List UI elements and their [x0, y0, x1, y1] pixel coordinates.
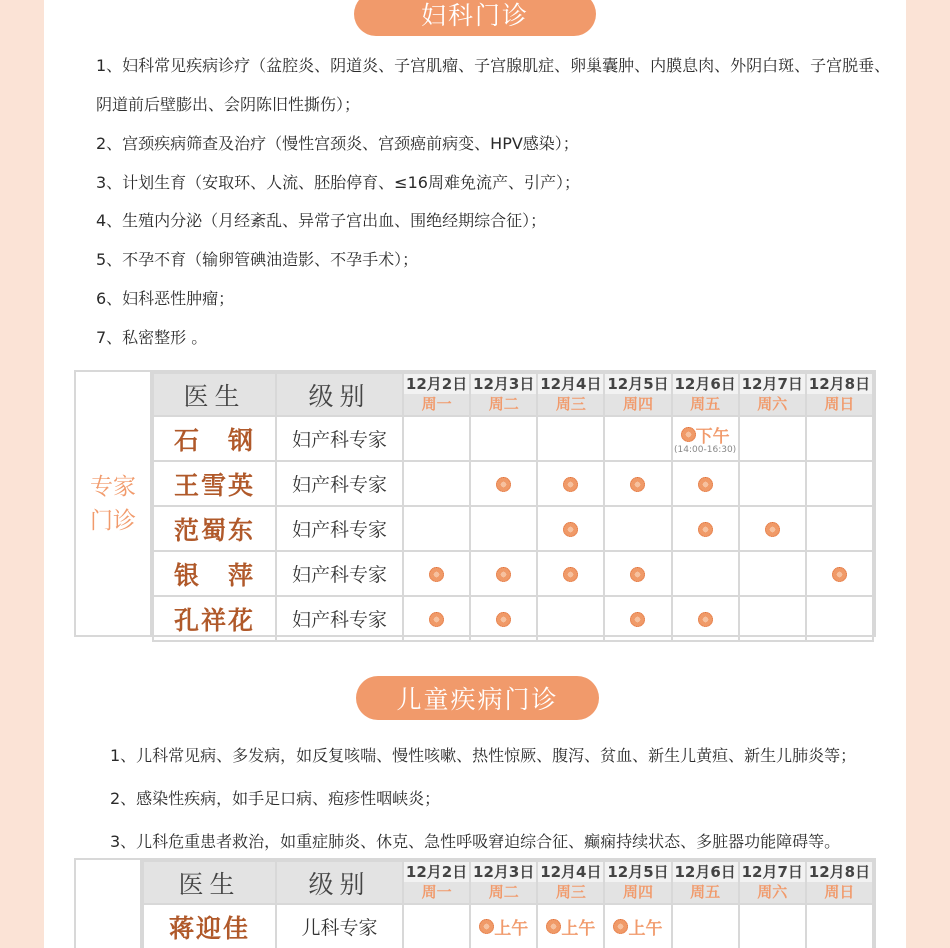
schedule-cell	[403, 904, 470, 948]
peds-section-title: 儿童疾病门诊	[356, 676, 599, 720]
schedule-cell	[672, 551, 739, 596]
weekday-label: 周四	[605, 394, 670, 415]
schedule-cell	[604, 904, 671, 948]
schedule-cell	[806, 551, 873, 596]
clinic-dot-icon	[563, 522, 578, 537]
schedule-cell	[470, 904, 537, 948]
schedule-cell	[403, 506, 470, 551]
peds-schedule-grid	[142, 860, 874, 948]
level-header: 级别	[276, 373, 403, 416]
gyn-item: 阴道前后壁膨出、会阴陈旧性撕伤）；	[96, 95, 361, 114]
weekday-label: 周六	[740, 882, 805, 903]
schedule-card	[44, 0, 906, 948]
gyn-item: 5、不孕不育（输卵管碘油造影、不孕手术）；	[96, 250, 419, 269]
session-label: 上午	[628, 919, 663, 939]
schedule-cell	[537, 461, 604, 506]
clinic-dot-icon	[698, 612, 713, 627]
doctor-level: 妇产科专家	[276, 461, 403, 506]
schedule-cell	[403, 596, 470, 641]
gyn-schedule-grid	[152, 372, 874, 642]
clinic-dot-icon	[496, 612, 511, 627]
clinic-dot-icon	[546, 919, 561, 934]
doctor-name: 石 钢	[153, 416, 276, 461]
date-label: 12月8日	[808, 863, 871, 881]
schedule-cell	[739, 416, 806, 461]
doctor-name: 王雪英	[153, 461, 276, 506]
level-header: 级别	[276, 861, 403, 904]
peds-schedule-table	[74, 858, 876, 948]
peds-side-cell	[76, 860, 142, 948]
doctor-header: 医生	[153, 373, 276, 416]
clinic-dot-icon	[698, 477, 713, 492]
session-label: 上午	[494, 919, 529, 939]
schedule-cell	[604, 416, 671, 461]
day-header	[470, 373, 537, 416]
doctor-row	[153, 596, 873, 641]
schedule-cell	[470, 551, 537, 596]
schedule-cell	[739, 461, 806, 506]
date-label: 12月3日	[473, 863, 535, 881]
doctor-name: 孔祥花	[153, 596, 276, 641]
gyn-item: 7、私密整形 。	[96, 328, 208, 347]
schedule-cell	[806, 461, 873, 506]
date-label: 12月3日	[473, 375, 535, 393]
day-header	[604, 861, 671, 904]
schedule-cell	[470, 596, 537, 641]
date-label: 12月4日	[540, 863, 602, 881]
day-header	[739, 373, 806, 416]
weekday-label: 周四	[605, 882, 670, 903]
peds-item: 3、儿科危重患者救治，如重症肺炎、休克、急性呼吸窘迫综合征、癫痫持续状态、多脏器功能障碍等。	[110, 832, 841, 851]
day-header	[672, 861, 739, 904]
schedule-cell	[470, 506, 537, 551]
gyn-section-title: 妇科门诊	[354, 0, 596, 36]
date-label: 12月2日	[405, 863, 468, 881]
schedule-cell	[403, 551, 470, 596]
clinic-dot-icon	[429, 567, 444, 582]
weekday-label: 周六	[740, 394, 805, 415]
day-header	[604, 373, 671, 416]
doctor-header: 医生	[143, 861, 276, 904]
doctor-row	[153, 551, 873, 596]
date-label: 12月5日	[607, 863, 669, 881]
weekday-label: 周一	[404, 394, 469, 415]
date-label: 12月8日	[808, 375, 871, 393]
clinic-dot-icon	[630, 477, 645, 492]
date-label: 12月5日	[607, 375, 669, 393]
day-header	[537, 373, 604, 416]
schedule-cell	[537, 551, 604, 596]
schedule-cell	[672, 461, 739, 506]
weekday-label: 周五	[673, 394, 738, 415]
doctor-name: 范蜀东	[153, 506, 276, 551]
expert-clinic-label	[76, 372, 152, 635]
doctor-name: 银 萍	[153, 551, 276, 596]
schedule-cell	[604, 551, 671, 596]
schedule-cell	[739, 551, 806, 596]
date-label: 12月6日	[674, 863, 736, 881]
day-header	[403, 861, 470, 904]
schedule-cell	[537, 506, 604, 551]
weekday-label: 周日	[807, 394, 872, 415]
weekday-label: 周三	[538, 394, 603, 415]
expert-clinic-text: 专家 门诊	[90, 473, 136, 534]
schedule-cell	[739, 506, 806, 551]
session-label: 下午	[695, 427, 730, 447]
doctor-level: 妇产科专家	[276, 551, 403, 596]
day-header	[470, 861, 537, 904]
peds-item: 1、儿科常见病、多发病，如反复咳喘、慢性咳嗽、热性惊厥、腹泻、贫血、新生儿黄疸、新生儿肺炎等；	[110, 746, 857, 765]
weekday-label: 周二	[471, 882, 536, 903]
clinic-dot-icon	[563, 477, 578, 492]
schedule-cell	[470, 416, 537, 461]
clinic-dot-icon	[496, 567, 511, 582]
doctor-level: 儿科专家	[276, 904, 403, 948]
doctor-row	[153, 461, 873, 506]
schedule-cell	[739, 904, 806, 948]
schedule-cell	[806, 904, 873, 948]
clinic-dot-icon	[630, 567, 645, 582]
schedule-cell	[604, 596, 671, 641]
weekday-label: 周五	[673, 882, 738, 903]
schedule-cell	[537, 904, 604, 948]
gyn-item: 2、宫颈疾病筛查及治疗（慢性宫颈炎、宫颈癌前病变、HPV感染）；	[96, 134, 579, 153]
doctor-level: 妇产科专家	[276, 506, 403, 551]
schedule-cell	[806, 416, 873, 461]
weekday-label: 周三	[538, 882, 603, 903]
schedule-cell	[739, 596, 806, 641]
doctor-name: 蒋迎佳	[143, 904, 276, 948]
schedule-cell	[604, 506, 671, 551]
clinic-dot-icon	[613, 919, 628, 934]
date-label: 12月2日	[405, 375, 468, 393]
date-label: 12月4日	[540, 375, 602, 393]
clinic-dot-icon	[630, 612, 645, 627]
schedule-cell	[604, 461, 671, 506]
schedule-cell	[672, 506, 739, 551]
doctor-row	[153, 416, 873, 461]
doctor-row	[153, 506, 873, 551]
schedule-cell	[403, 416, 470, 461]
date-label: 12月7日	[741, 375, 803, 393]
schedule-cell	[806, 506, 873, 551]
schedule-cell	[537, 416, 604, 461]
day-header	[806, 373, 873, 416]
schedule-cell	[672, 416, 739, 461]
schedule-cell	[672, 904, 739, 948]
gyn-item: 4、生殖内分泌（月经紊乱、异常子宫出血、围绝经期综合征）；	[96, 211, 547, 230]
day-header	[806, 861, 873, 904]
clinic-dot-icon	[681, 427, 696, 442]
doctor-row	[143, 904, 873, 948]
schedule-cell	[403, 461, 470, 506]
gyn-item: 1、妇科常见疾病诊疗（盆腔炎、阴道炎、子宫肌瘤、子宫腺肌症、卵巢囊肿、内膜息肉、外阴白斑、子宫脱垂、	[96, 56, 891, 75]
clinic-dot-icon	[496, 477, 511, 492]
clinic-dot-icon	[765, 522, 780, 537]
clinic-dot-icon	[429, 612, 444, 627]
day-header	[537, 861, 604, 904]
session-label: 上午	[561, 919, 596, 939]
doctor-level: 妇产科专家	[276, 596, 403, 641]
schedule-cell	[672, 596, 739, 641]
clinic-dot-icon	[563, 567, 578, 582]
day-header	[403, 373, 470, 416]
day-header	[672, 373, 739, 416]
gyn-schedule-table	[74, 370, 876, 637]
clinic-dot-icon	[479, 919, 494, 934]
weekday-label: 周日	[807, 882, 872, 903]
doctor-level: 妇产科专家	[276, 416, 403, 461]
schedule-cell	[806, 596, 873, 641]
weekday-label: 周一	[404, 882, 469, 903]
gyn-item: 6、妇科恶性肿瘤；	[96, 289, 235, 308]
session-time: (14:00-16:30)	[674, 445, 737, 455]
day-header	[739, 861, 806, 904]
gyn-item: 3、计划生育（安取环、人流、胚胎停育、≤16周难免流产、引产）；	[96, 173, 580, 192]
weekday-label: 周二	[471, 394, 536, 415]
schedule-cell	[470, 461, 537, 506]
date-label: 12月7日	[741, 863, 803, 881]
clinic-dot-icon	[698, 522, 713, 537]
schedule-cell	[537, 596, 604, 641]
clinic-dot-icon	[832, 567, 847, 582]
date-label: 12月6日	[674, 375, 736, 393]
peds-item: 2、感染性疾病，如手足口病、疱疹性咽峡炎；	[110, 789, 441, 808]
